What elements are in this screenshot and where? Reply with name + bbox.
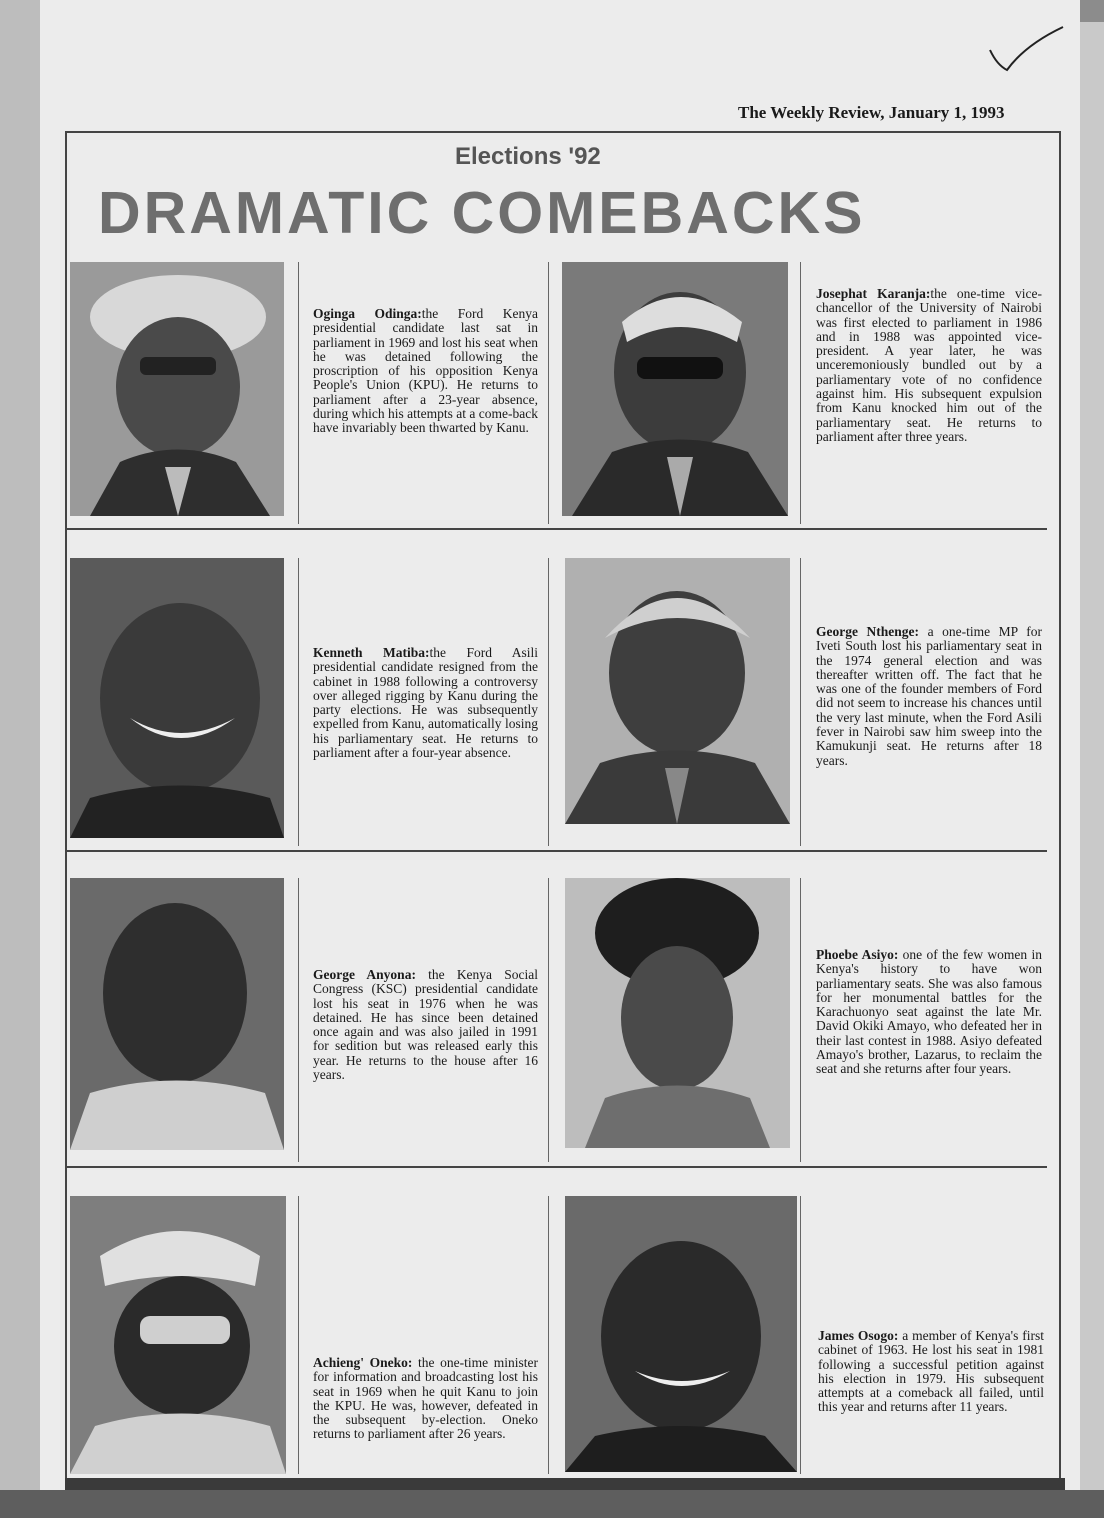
section-heading: Elections '92 [455, 143, 601, 170]
profile-text: Oginga Odinga:the Ford Kenya presidential candidate last sat in parliament in 1969 and lost his seat when he was detained following the proscription of his opposition Kenya People's Union (KPU). He returns to parliament after a 23-year absence, during which his attempts at a come-back have invariably been thwarted by Kanu. [313, 306, 539, 436]
column-rule [800, 878, 801, 1162]
portrait-photo [565, 1196, 797, 1472]
column-rule [800, 262, 801, 524]
portrait-photo [70, 558, 284, 838]
headline: DRAMATIC COMEBACKS [98, 180, 866, 246]
dateline: The Weekly Review, January 1, 1993 [738, 103, 1005, 122]
bottom-rule [65, 1478, 1065, 1490]
row-divider [67, 528, 1047, 530]
portrait-photo [565, 878, 790, 1148]
profile-text: Kenneth Matiba:the Ford Asili presidential candidate resigned from the cabinet in 1988 following a controversy over alleged rigging by Kanu during the party elections. He was subsequently expelled from Kanu, automatically losing his parliamentary seat. He returns to parliament after a four-year absence. [313, 645, 538, 761]
portrait-photo [70, 1196, 286, 1474]
profile-text: Achieng' Oneko: the one-time minister for information and broadcasting lost his seat in 1969 when he quit Kanu to join the KPU. He was, however, defeated in the subsequent by-election. Oneko returns to parliament after 26 years. [313, 1355, 538, 1442]
column-rule [298, 878, 299, 1162]
column-rule [298, 1196, 299, 1474]
portrait-photo [70, 262, 284, 516]
portrait-photo [562, 262, 788, 516]
profile-text: James Osogo: a member of Kenya's first cabinet of 1963. He lost his seat in 1981 following a successful petition against his election in 1979. His subsequent attempts at a comeback all failed, until this year and returns after 11 years. [818, 1328, 1044, 1415]
portrait-photo [70, 878, 284, 1150]
column-rule [800, 558, 801, 846]
row-divider [67, 850, 1047, 852]
column-rule [548, 878, 549, 1162]
profile-text: George Anyona: the Kenya Social Congress (KSC) presidential candidate lost his seat in 1976 when he was detained. He has since been detained once again and was also jailed in 1991 for sedition but was released early this year. He returns to the house after 16 years. [313, 967, 538, 1083]
profile-text: Josephat Karanja:the one-time vice-chancellor of the University of Nairobi was first elected to parliament in 1986 and in 1988 was appointed vice-president. A year later, he was unceremoniously bundled out by a parliamentary vote of no confidence against him. His subsequent expulsion from Kanu knocked him out of the parliamentary seat. He returns to parliament after three years. [816, 286, 1042, 444]
column-rule [548, 262, 549, 524]
profile-text: Phoebe Asiyo: one of the few women in Kenya's history to have won parliamentary seats. She was also famous for her monumental battles for the Karachuonyo seat against the late Mr. David Okiki Amayo, who defeated her in their last contest in 1988. Asiyo defeated Amayo's brother, Lazarus, to reclaim the seat and she returns after four years. [816, 947, 1042, 1077]
column-rule [548, 1196, 549, 1474]
row-divider [67, 1166, 1047, 1168]
column-rule [298, 262, 299, 524]
column-rule [800, 1196, 801, 1474]
scan-bottom-edge [0, 1490, 1104, 1518]
scan-left-edge [0, 0, 40, 1518]
column-rule [298, 558, 299, 846]
profile-text: George Nthenge: a one-time MP for Iveti South lost his parliamentary seat in the 1974 general election and was thereafter written off. The fact that he was one of the founder members of Ford did not seem to increase his chances until the very last minute, when the Ford Asili fever in Nairobi saw him sweep into the Kamukunji seat. He returns after 18 years. [816, 624, 1042, 768]
portrait-photo [565, 558, 790, 824]
column-rule [548, 558, 549, 846]
checkmark-icon [985, 25, 1065, 85]
